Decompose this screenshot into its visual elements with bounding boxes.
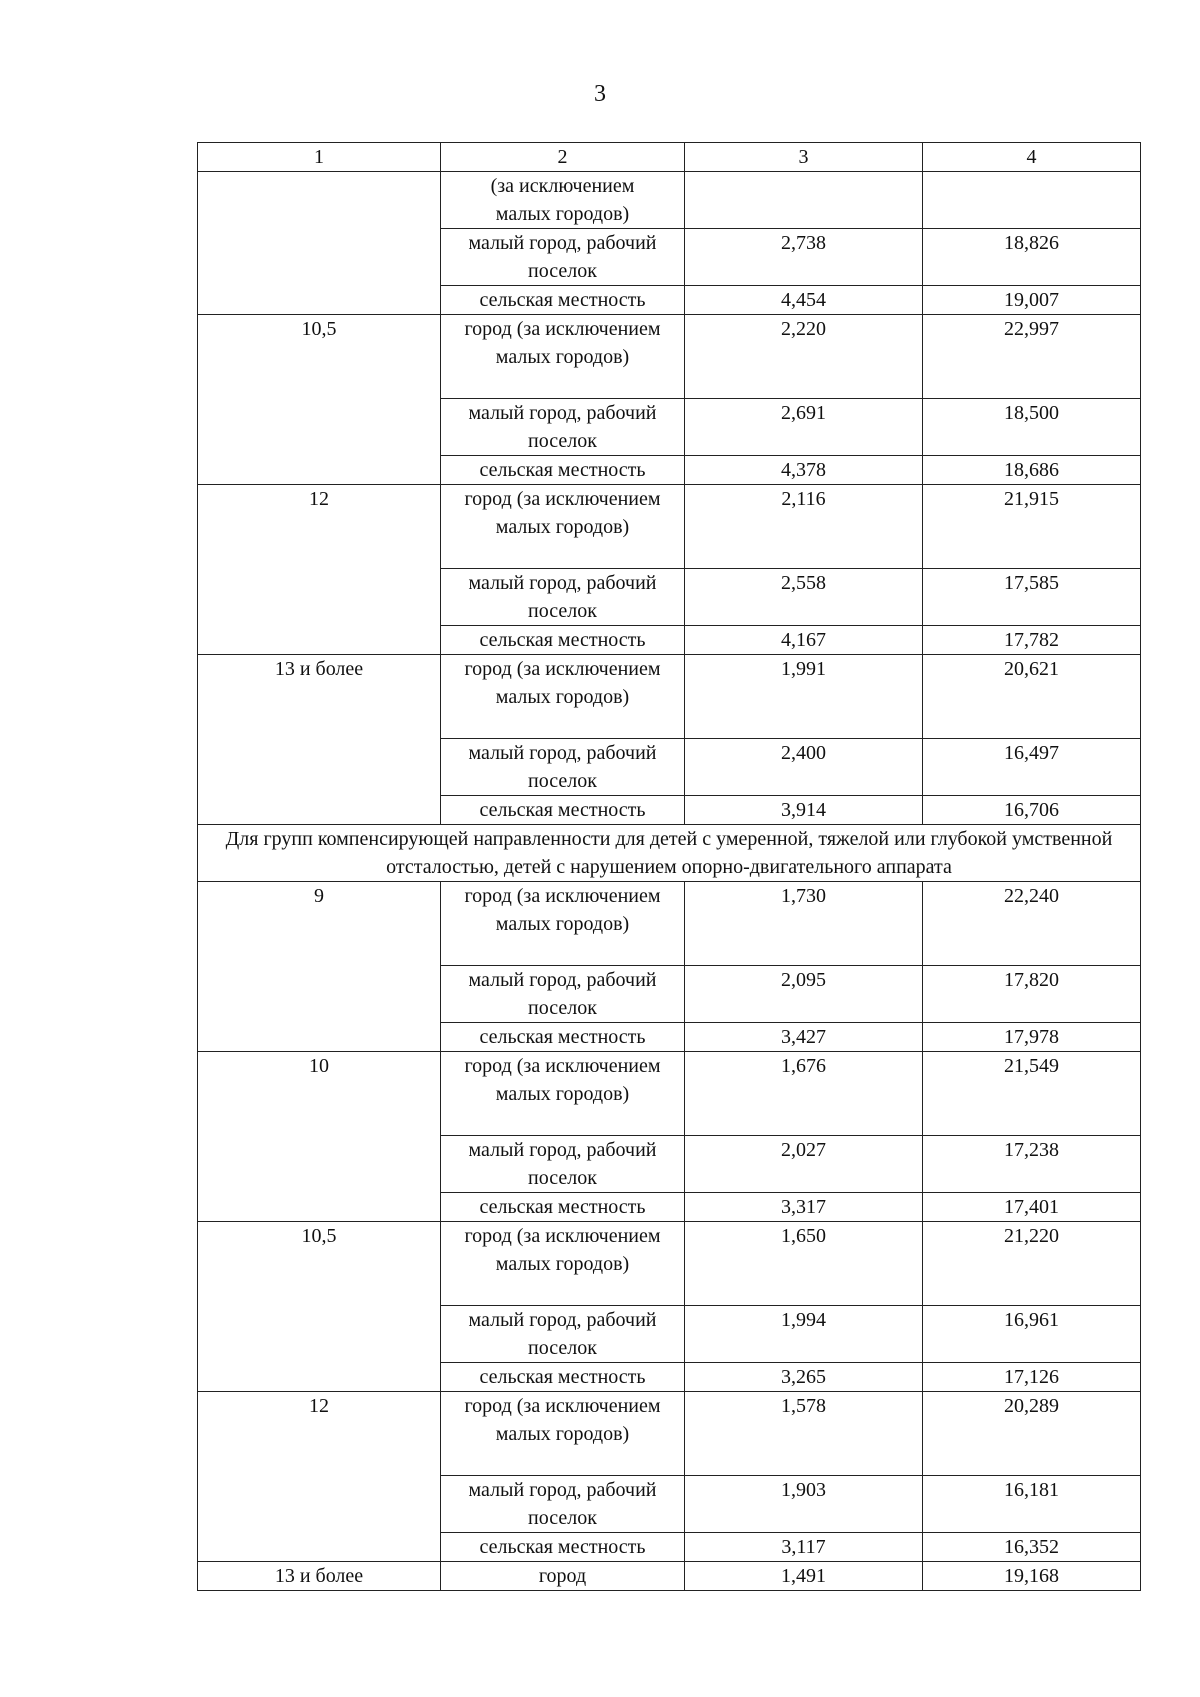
- group-size-cell: 9: [198, 882, 441, 1052]
- value-col3-cell: 2,400: [685, 739, 923, 796]
- value-col3-cell: 1,578: [685, 1392, 923, 1476]
- value-col3-cell: 1,903: [685, 1476, 923, 1533]
- locality-cell: малый город, рабочий поселок: [441, 1306, 685, 1363]
- locality-cell: сельская местность: [441, 1193, 685, 1222]
- column-header-1: 1: [198, 143, 441, 172]
- value-col3-cell: 4,378: [685, 456, 923, 485]
- value-col3-cell: 1,491: [685, 1562, 923, 1591]
- locality-cell: малый город, рабочий поселок: [441, 1476, 685, 1533]
- value-col3-cell: 2,691: [685, 399, 923, 456]
- group-size-cell: 12: [198, 485, 441, 655]
- locality-cell: город (за исключением малых городов): [441, 1222, 685, 1306]
- column-header-4: 4: [923, 143, 1141, 172]
- table-row: [198, 172, 1141, 229]
- value-col3-cell: 2,116: [685, 485, 923, 569]
- group-size-cell: 10,5: [198, 1222, 441, 1392]
- value-col3-cell: 1,991: [685, 655, 923, 739]
- table-row: [198, 1052, 1141, 1136]
- value-col3-cell: 1,650: [685, 1222, 923, 1306]
- value-col3-cell: 3,427: [685, 1023, 923, 1052]
- value-col3-cell: 1,994: [685, 1306, 923, 1363]
- locality-cell: (за исключением малых городов): [441, 172, 685, 229]
- column-header-3: 3: [685, 143, 923, 172]
- value-col4-cell: 20,289: [923, 1392, 1141, 1476]
- table-row: [198, 882, 1141, 966]
- locality-cell: малый город, рабочий поселок: [441, 569, 685, 626]
- value-col3-cell: 3,914: [685, 796, 923, 825]
- locality-cell: город (за исключением малых городов): [441, 1392, 685, 1476]
- table-row: [198, 655, 1141, 739]
- value-col3-cell: 3,265: [685, 1363, 923, 1392]
- tariff-table: [197, 142, 1141, 1591]
- table-row: [198, 1222, 1141, 1306]
- value-col4-cell: 17,401: [923, 1193, 1141, 1222]
- locality-cell: малый город, рабочий поселок: [441, 739, 685, 796]
- value-col4-cell: 22,997: [923, 315, 1141, 399]
- value-col4-cell: 21,915: [923, 485, 1141, 569]
- value-col3-cell: 3,117: [685, 1533, 923, 1562]
- value-col3-cell: 3,317: [685, 1193, 923, 1222]
- group-size-cell: 12: [198, 1392, 441, 1562]
- locality-cell: город (за исключением малых городов): [441, 315, 685, 399]
- locality-cell: сельская местность: [441, 286, 685, 315]
- value-col4-cell: 17,585: [923, 569, 1141, 626]
- value-col3-cell: 2,738: [685, 229, 923, 286]
- value-col3-cell: 4,454: [685, 286, 923, 315]
- locality-cell: город (за исключением малых городов): [441, 485, 685, 569]
- value-col4-cell: 18,826: [923, 229, 1141, 286]
- group-size-cell: 13 и более: [198, 1562, 441, 1591]
- locality-cell: город (за исключением малых городов): [441, 655, 685, 739]
- value-col3-cell: 2,027: [685, 1136, 923, 1193]
- table-row: [198, 1392, 1141, 1476]
- table-body: [198, 143, 1141, 1591]
- value-col4-cell: 17,238: [923, 1136, 1141, 1193]
- locality-cell: малый город, рабочий поселок: [441, 229, 685, 286]
- value-col4-cell: 17,126: [923, 1363, 1141, 1392]
- value-col3-cell: 1,676: [685, 1052, 923, 1136]
- value-col4-cell: [923, 172, 1141, 229]
- value-col4-cell: 18,686: [923, 456, 1141, 485]
- group-size-cell: 10,5: [198, 315, 441, 485]
- locality-cell: город (за исключением малых городов): [441, 1052, 685, 1136]
- locality-cell: сельская местность: [441, 626, 685, 655]
- value-col4-cell: 18,500: [923, 399, 1141, 456]
- column-header-2: 2: [441, 143, 685, 172]
- value-col4-cell: 19,168: [923, 1562, 1141, 1591]
- value-col4-cell: 17,820: [923, 966, 1141, 1023]
- value-col3-cell: 2,095: [685, 966, 923, 1023]
- value-col4-cell: 22,240: [923, 882, 1141, 966]
- table-row: [198, 315, 1141, 399]
- group-size-cell: [198, 172, 441, 315]
- value-col4-cell: 16,706: [923, 796, 1141, 825]
- section-title: Для групп компенсирующей направленности для детей с умеренной, тяжелой или глубокой умственной отсталостью, детей с нарушением опорно-двигательного аппарата: [198, 825, 1141, 882]
- value-col4-cell: 21,549: [923, 1052, 1141, 1136]
- value-col3-cell: 2,220: [685, 315, 923, 399]
- value-col4-cell: 16,497: [923, 739, 1141, 796]
- locality-cell: сельская местность: [441, 1533, 685, 1562]
- value-col3-cell: 2,558: [685, 569, 923, 626]
- locality-cell: сельская местность: [441, 456, 685, 485]
- value-col4-cell: 19,007: [923, 286, 1141, 315]
- value-col3-cell: [685, 172, 923, 229]
- locality-cell: сельская местность: [441, 1363, 685, 1392]
- table-row: [198, 485, 1141, 569]
- value-col4-cell: 17,782: [923, 626, 1141, 655]
- section-header-row: [198, 825, 1141, 882]
- locality-cell: город: [441, 1562, 685, 1591]
- locality-cell: малый город, рабочий поселок: [441, 399, 685, 456]
- table-row: [198, 1562, 1141, 1591]
- value-col4-cell: 17,978: [923, 1023, 1141, 1052]
- locality-cell: сельская местность: [441, 796, 685, 825]
- locality-cell: малый город, рабочий поселок: [441, 966, 685, 1023]
- value-col3-cell: 1,730: [685, 882, 923, 966]
- table-header-row: [198, 143, 1141, 172]
- value-col4-cell: 16,181: [923, 1476, 1141, 1533]
- page-number: 3: [594, 81, 606, 107]
- locality-cell: город (за исключением малых городов): [441, 882, 685, 966]
- value-col4-cell: 20,621: [923, 655, 1141, 739]
- value-col4-cell: 16,352: [923, 1533, 1141, 1562]
- locality-cell: сельская местность: [441, 1023, 685, 1052]
- value-col4-cell: 16,961: [923, 1306, 1141, 1363]
- locality-cell: малый город, рабочий поселок: [441, 1136, 685, 1193]
- value-col3-cell: 4,167: [685, 626, 923, 655]
- group-size-cell: 13 и более: [198, 655, 441, 825]
- group-size-cell: 10: [198, 1052, 441, 1222]
- value-col4-cell: 21,220: [923, 1222, 1141, 1306]
